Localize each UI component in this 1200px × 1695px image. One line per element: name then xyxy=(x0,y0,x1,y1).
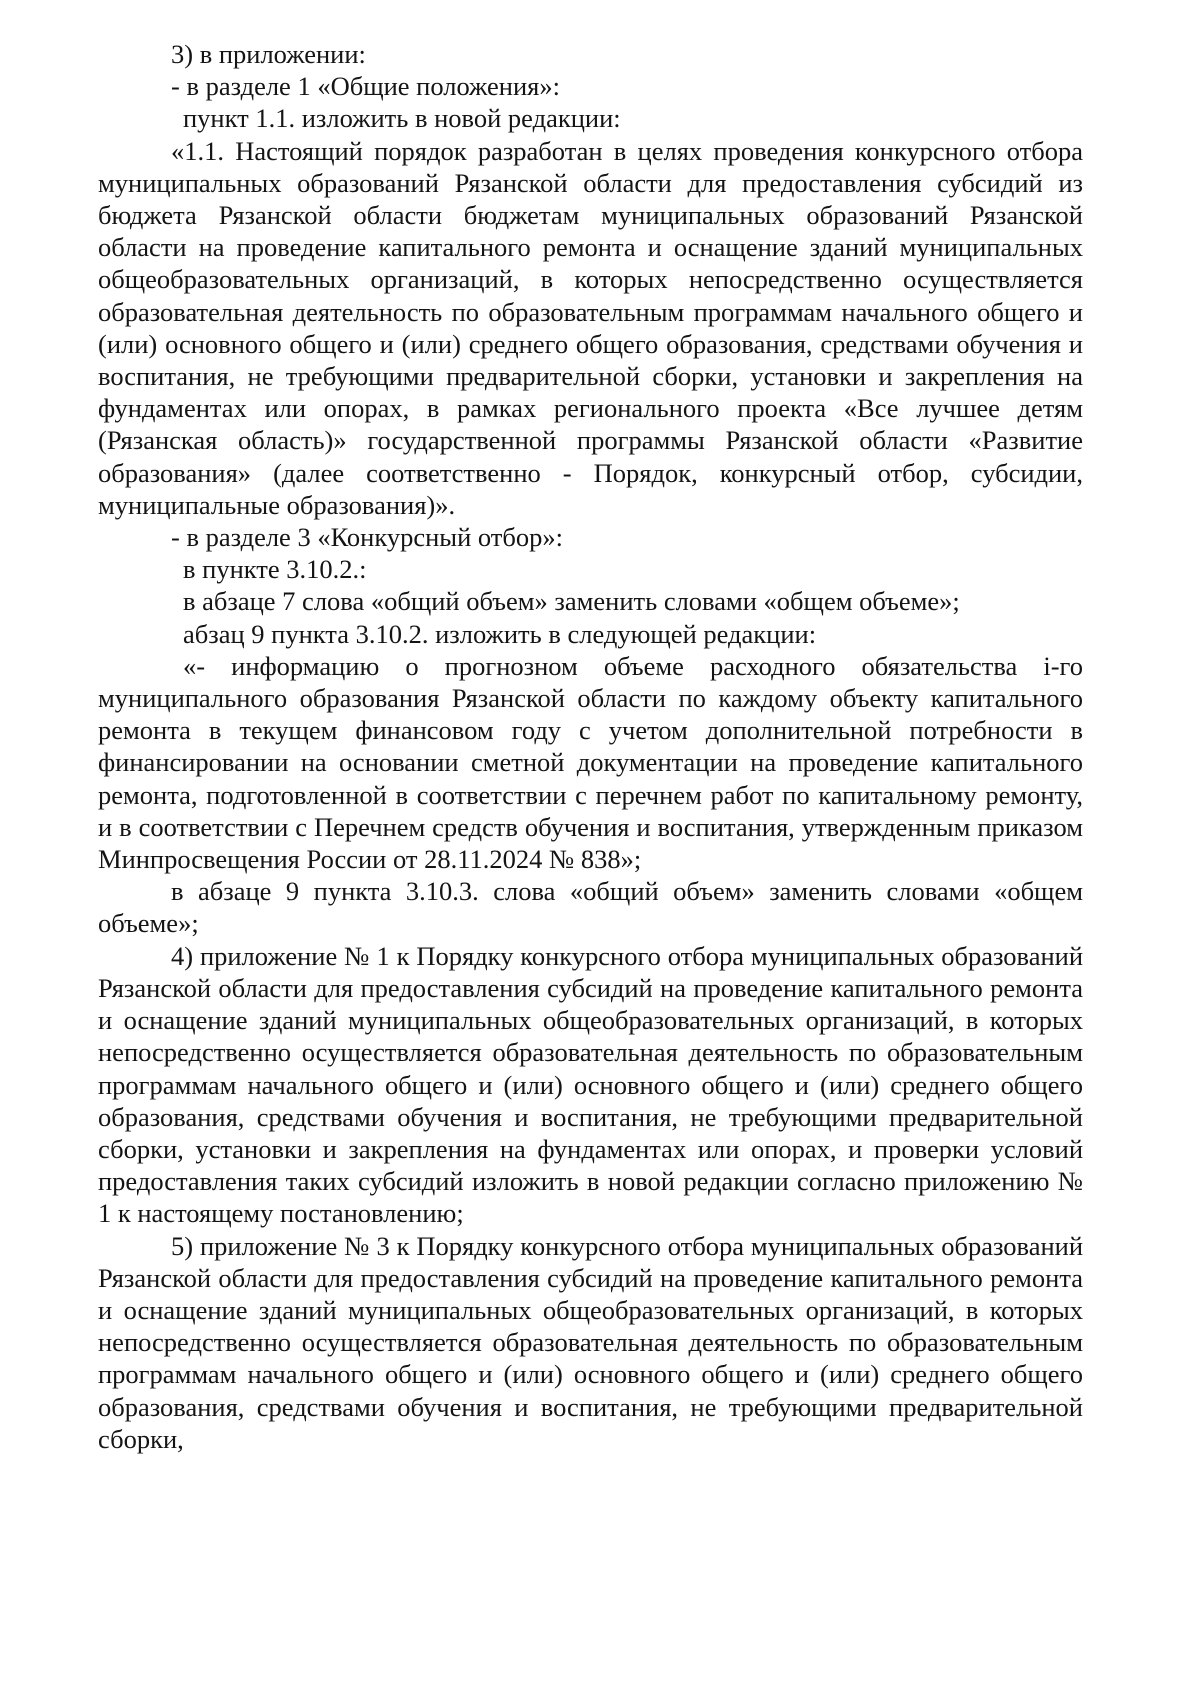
paragraph-item-1-1-text: «1.1. Настоящий порядок разработан в целях проведения конкурсного отбора муниципальных образований Рязанской области для предоставления субсидий из бюджета Рязанской области бюджетам муниципальных образований Рязанской области на проведение капитального ремонта и оснащение зданий муниципальных общеобразовательных организаций, в которых непосредственно осуществляется образовательная деятельность по образовательным программам начального общего и (или) основного общего и (или) среднего общего образования, средствами обучения и воспитания, не требующими предварительной сборки, установки и закрепления на фундаментах или опорах, в рамках регионального проекта «Все лучшее детям (Рязанская область)» государственной программы Рязанской области «Развитие образования» (далее соответственно - Порядок, конкурсный отбор, субсидии, муниципальные образования)». xyxy=(98,135,1083,520)
paragraph-item-3-10-2: в пункте 3.10.2.: xyxy=(183,554,367,585)
paragraph-abzac-7: в абзаце 7 слова «общий объем» заменить словами «общем объеме»; xyxy=(183,586,960,617)
paragraph-4-appendix-1: 4) приложение № 1 к Порядку конкурсного отбора муниципальных образований Рязанской области для предоставления субсидий на проведение капитального ремонта и оснащение зданий муниципальных общеобразовательных организаций, в которых непосредственно осуществляется образовательная деятельность по образовательным программам начального общего и (или) основного общего и (или) среднего общего образования, средствами обучения и воспитания, не требующими предварительной сборки, установки и закрепления на фундаментах или опорах, и проверки условий предоставления таких субсидий изложить в новой редакции согласно приложению № 1 к настоящему постановлению; xyxy=(98,940,1083,1229)
paragraph-item-1-1-intro: пункт 1.1. изложить в новой редакции: xyxy=(183,103,621,134)
paragraph-3-appendix: 3) в приложении: xyxy=(171,39,366,69)
paragraph-item-3-10-3: в абзаце 9 пункта 3.10.3. слова «общий объем» заменить словами «общем объеме»; xyxy=(98,876,1083,939)
paragraph-abzac-9-intro: абзац 9 пункта 3.10.2. изложить в следующей редакции: xyxy=(183,618,817,649)
document-page xyxy=(98,38,1083,1455)
paragraph-section-3: - в разделе 3 «Конкурсный отбор»: xyxy=(171,522,563,553)
paragraph-5-appendix-3: 5) приложение № 3 к Порядку конкурсного отбора муниципальных образований Рязанской области для предоставления субсидий на проведение капитального ремонта и оснащение зданий муниципальных общеобразовательных организаций, в которых непосредственно осуществляется образовательная деятельность по образовательным программам начального общего и (или) основного общего и (или) среднего общего образования, средствами обучения и воспитания, не требующими предварительной сборки, xyxy=(98,1230,1083,1454)
paragraph-section-1: - в разделе 1 «Общие положения»: xyxy=(171,71,560,102)
paragraph-abzac-9-text: «- информацию о прогнозном объеме расходного обязательства i-го муниципального образования Рязанской области по каждому объекту капитального ремонта в текущем финансовом году с учетом дополнительной потребности в финансировании на основании сметной документации на проведение капитального ремонта, подготовленной в соответствии с перечнем работ по капитальному ремонту, и в соответствии с Перечнем средств обучения и воспитания, утвержденным приказом Минпросвещения России от 28.11.2024 № 838»; xyxy=(98,650,1083,875)
